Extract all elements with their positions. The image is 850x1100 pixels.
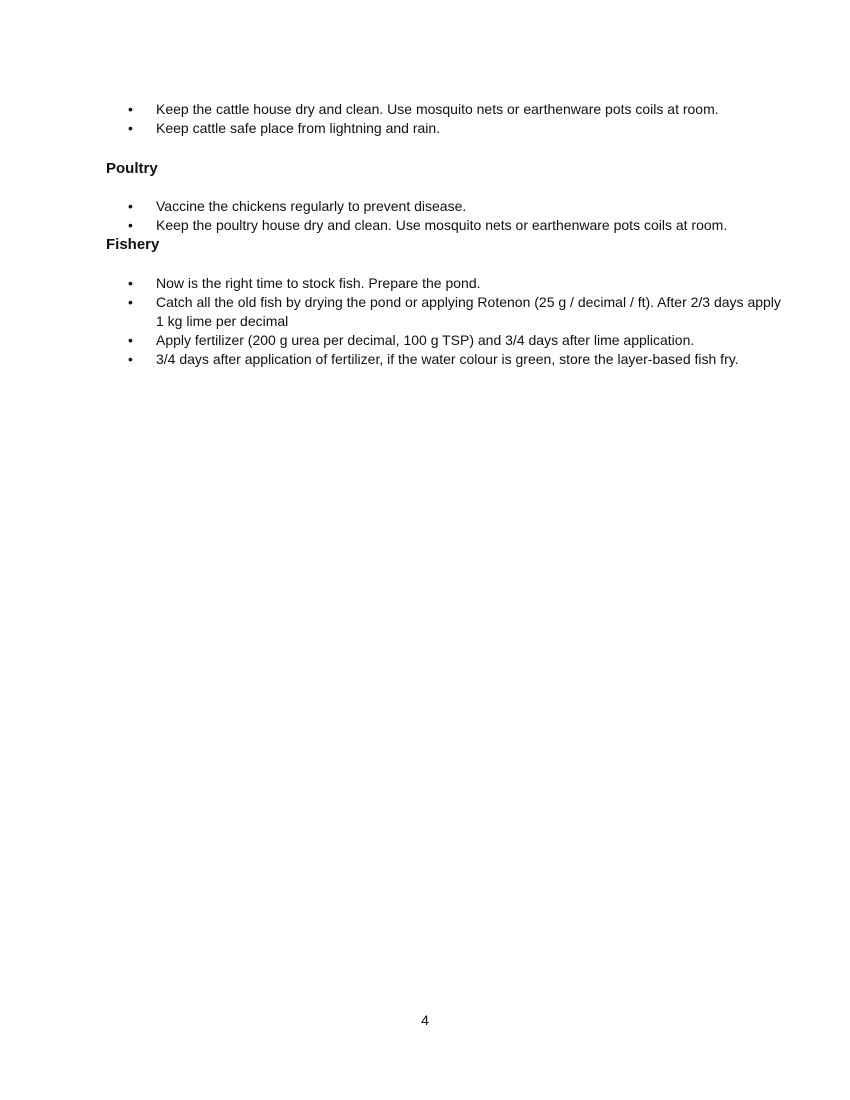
cattle-list — [106, 100, 786, 138]
list-item: • Keep the poultry house dry and clean. Use mosquito nets or earthenware pots coils at room. — [128, 217, 728, 233]
bullet-icon: • — [128, 217, 133, 233]
list-item: • 3/4 days after application of fertilizer, if the water colour is green, store the layer-based fish fry. — [128, 351, 739, 367]
list-item: • Catch all the old fish by drying the pond or applying Rotenon (25 g / decimal / ft). After 2/3 days apply 1 kg lime per decimal — [128, 294, 781, 329]
list-item: • Keep the cattle house dry and clean. Use mosquito nets or earthenware pots coils at room. — [128, 101, 719, 117]
list-item: • Now is the right time to stock fish. Prepare the pond. — [128, 275, 481, 291]
bullet-icon: • — [128, 351, 133, 367]
bullet-icon: • — [128, 275, 133, 291]
bullet-icon: • — [128, 101, 133, 117]
bullet-icon: • — [128, 120, 133, 136]
bullet-icon: • — [128, 294, 133, 310]
fishery-list — [106, 274, 786, 369]
page-number: 4 — [421, 1012, 429, 1028]
list-item: • Apply fertilizer (200 g urea per decimal, 100 g TSP) and 3/4 days after lime application. — [128, 332, 695, 348]
bullet-icon: • — [128, 332, 133, 348]
poultry-list — [106, 197, 786, 235]
bullet-icon: • — [128, 198, 133, 214]
list-item: • Vaccine the chickens regularly to prevent disease. — [128, 198, 467, 214]
section-heading-poultry: Poultry — [106, 160, 158, 177]
list-item: • Keep cattle safe place from lightning and rain. — [128, 120, 441, 136]
section-heading-fishery: Fishery — [106, 236, 160, 253]
